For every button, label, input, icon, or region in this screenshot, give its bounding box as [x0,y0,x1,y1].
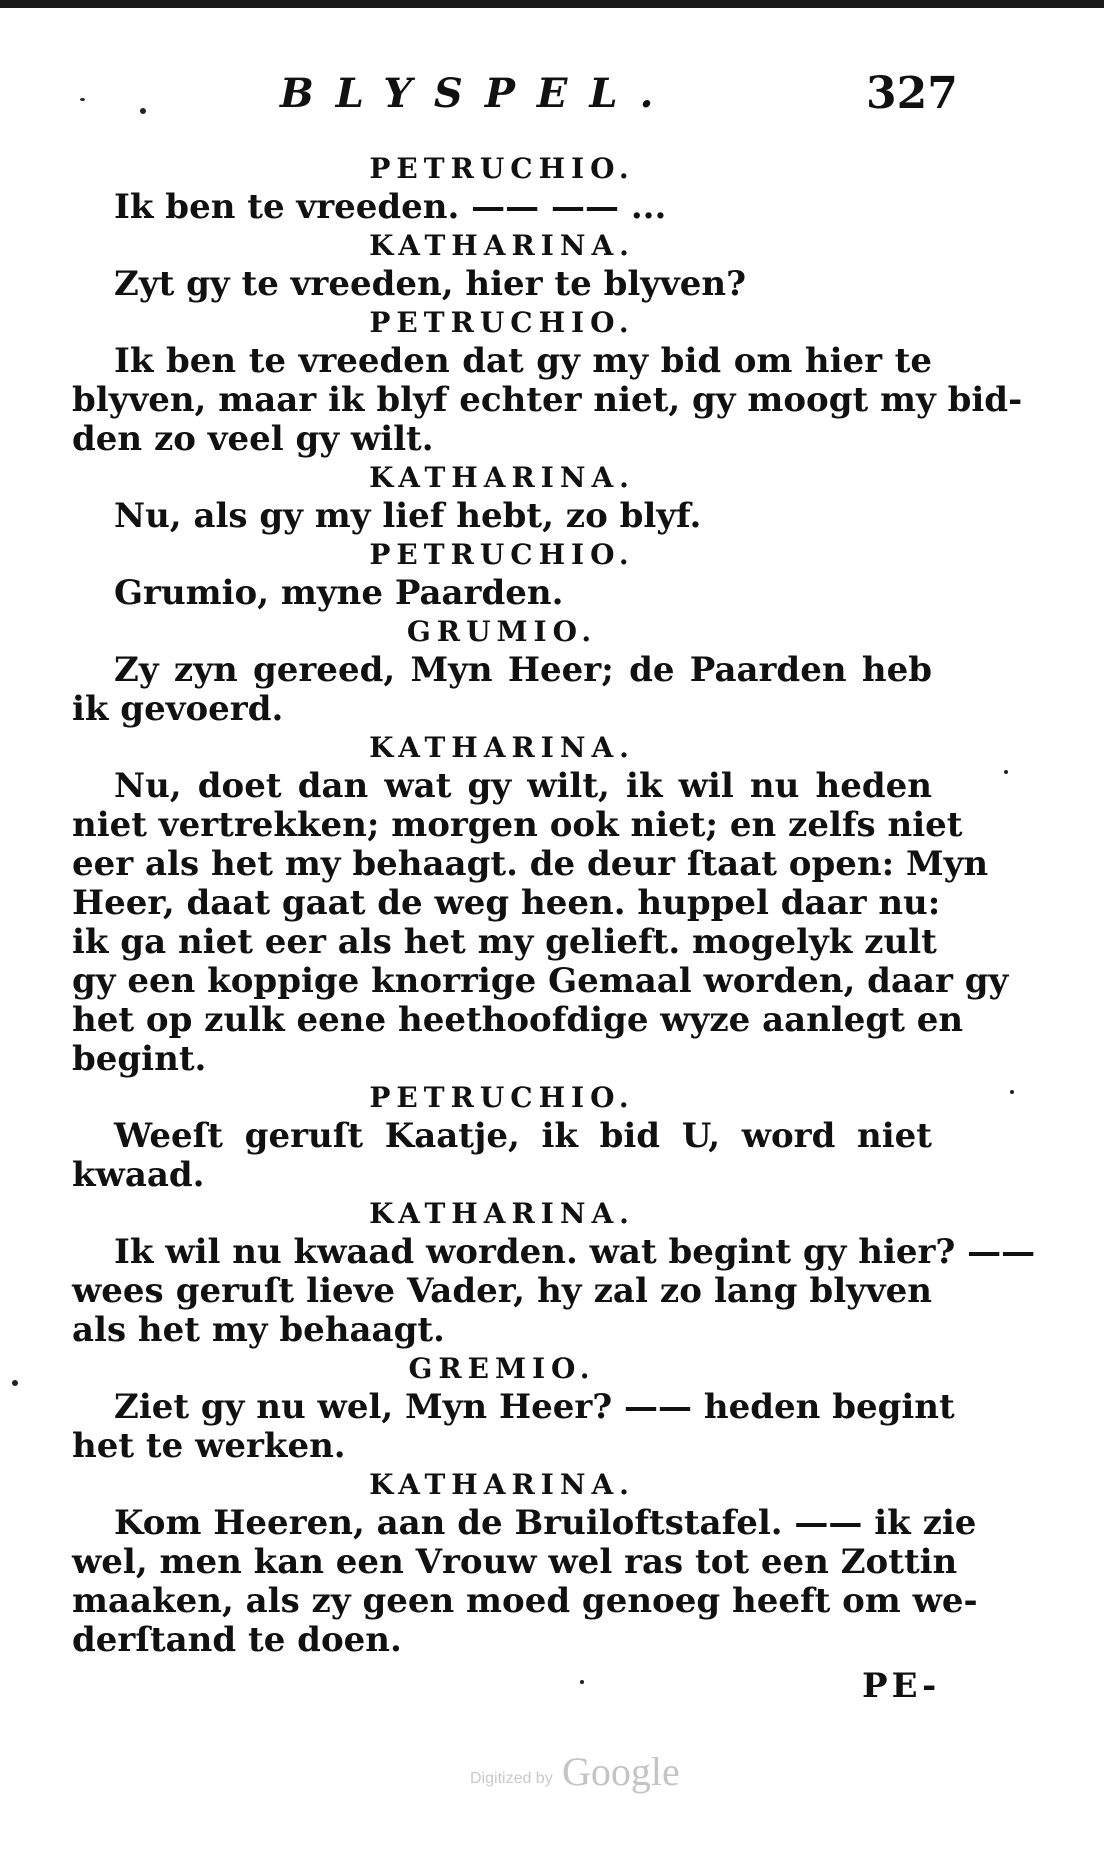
dialogue-line: blyven, maar ik blyf echter niet, gy moogt my bid- [72,380,1023,420]
dialogue-line: Weeſt geruſt Kaatje, ik bid U, word niet [114,1116,932,1156]
page-number: 327 [866,68,958,119]
ink-speck [1004,770,1008,774]
dialogue-line: begint. [72,1039,207,1079]
dialogue-line: den zo veel gy wilt. [72,419,434,459]
dialogue-line: niet vertrekken; morgen ook niet; en zelfs niet [72,805,963,845]
speaker-name: PETRUCHIO. [369,306,635,339]
dialogue-line: wel, men kan een Vrouw wel ras tot een Zottin [72,1542,958,1582]
speaker-name: KATHARINA. [369,731,635,764]
speaker-name: KATHARINA. [369,1197,635,1230]
ink-speck [1010,1090,1014,1094]
dialogue-line: Kom Heeren, aan de Bruiloftstafel. —— ik zie [114,1503,977,1543]
ink-speck [580,1680,584,1684]
dialogue-line: als het my behaagt. [72,1310,445,1350]
dialogue-line: Zyt gy te vreeden, hier te blyven? [114,264,747,304]
dialogue-line: Heer, daat gaat de weg heen. huppel daar nu: [72,883,941,923]
dialogue-line: Ziet gy nu wel, Myn Heer? —— heden begint [114,1387,955,1427]
ink-speck [80,98,85,101]
dialogue-line: derſtand te doen. [72,1620,402,1660]
top-edge-rule [0,0,1104,8]
dialogue-line: maaken, als zy geen moed genoeg heeft om we- [72,1581,978,1621]
dialogue-line: Zy zyn gereed, Myn Heer; de Paarden heb [114,650,932,690]
speaker-name: KATHARINA. [369,1468,635,1501]
speaker-name: PETRUCHIO. [369,538,635,571]
dialogue-line: ik ga niet eer als het my gelieft. mogelyk zult [72,922,937,962]
dialogue-line: wees geruſt lieve Vader, hy zal zo lang blyven [72,1271,932,1311]
dialogue-line: Grumio, myne Paarden. [114,573,564,613]
speaker-name: KATHARINA. [369,229,635,262]
ink-speck [140,108,146,114]
speaker-name: KATHARINA. [369,461,635,494]
dialogue-line: Ik wil nu kwaad worden. wat begint gy hier? —— [114,1232,1036,1272]
speaker-name: GREMIO. [408,1352,596,1385]
play-text-block [72,150,1036,1660]
dialogue-line: Nu, als gy my lief hebt, zo blyf. [114,496,702,536]
dialogue-line: het te werken. [72,1426,346,1466]
dialogue-line: het op zulk eene heethoofdige wyze aanlegt en [72,1000,964,1040]
dialogue-line: eer als het my behaagt. de deur ſtaat open: Myn [72,844,989,884]
catchword: PE- [862,1666,941,1706]
speaker-name: GRUMIO. [406,615,598,648]
page-header [0,68,1104,128]
dialogue-line: kwaad. [72,1155,205,1195]
speaker-name: PETRUCHIO. [369,152,635,185]
digitized-watermark [470,1748,710,1808]
dialogue-line: Ik ben te vreeden dat gy my bid om hier te [114,341,932,381]
dialogue-line: Ik ben te vreeden. —— —— ... [114,187,667,227]
watermark-google-logo: Google [562,1749,680,1794]
speaker-name: PETRUCHIO. [369,1081,635,1114]
ink-speck [12,1380,18,1386]
running-head: BLYSPEL. [280,70,676,117]
dialogue-line: gy een koppige knorrige Gemaal worden, daar gy [72,961,1009,1001]
dialogue-line: ik gevoerd. [72,689,284,729]
watermark-digitized-by: Digitized by [470,1770,553,1787]
dialogue-line: Nu, doet dan wat gy wilt, ik wil nu heden [114,766,932,806]
